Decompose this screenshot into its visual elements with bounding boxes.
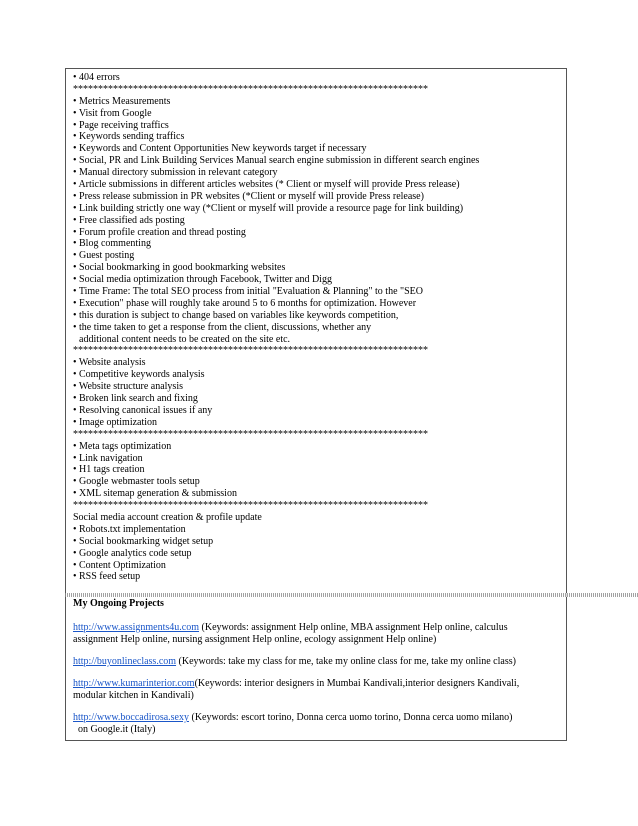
body-line: • Execution" phase will roughly take around 5 to 6 months for optimization. However bbox=[73, 297, 417, 309]
body-line: • XML sitemap generation & submission bbox=[73, 488, 237, 500]
body-line: • Link building strictly one way (*Client or myself will provide a resource page for link building) bbox=[73, 202, 464, 214]
project-entry bbox=[73, 656, 565, 668]
body-line: • Metrics Measurements bbox=[73, 95, 171, 107]
project-keywords: (Keywords: take my class for me, take my online class for me, take my online class) bbox=[176, 656, 516, 667]
project-keywords: (Keywords: escort torino, Donna cerca uomo torino, Donna cerca uomo milano) bbox=[189, 712, 513, 723]
body-line: • H1 tags creation bbox=[73, 464, 145, 476]
separator-line: *********************************************************************** bbox=[73, 345, 428, 357]
body-line: • the time taken to get a response from the client, discussions, whether any bbox=[73, 321, 372, 333]
project-entry bbox=[73, 622, 565, 646]
body-line: additional content needs to be created on the site etc. bbox=[79, 333, 291, 345]
project-keywords: (Keywords: interior designers in Mumbai Kandivali,interior designers Kandivali, bbox=[194, 678, 520, 689]
body-line: • Website structure analysis bbox=[73, 381, 183, 393]
project-link[interactable]: http://www.assignments4u.com bbox=[73, 622, 200, 633]
body-line: • Website analysis bbox=[73, 357, 146, 369]
body-line: • Social media optimization through Facebook, Twitter and Digg bbox=[73, 274, 332, 286]
body-line: • Resolving canonical issues if any bbox=[73, 404, 213, 416]
body-line: • Google analytics code setup bbox=[73, 547, 192, 559]
body-line: • RSS feed setup bbox=[73, 571, 141, 583]
body-line: • Social bookmarking widget setup bbox=[73, 535, 214, 547]
body-line: • Broken link search and fixing bbox=[73, 393, 198, 405]
project-keywords-continued: on Google.it (Italy) bbox=[78, 724, 156, 735]
body-line: • Visit from Google bbox=[73, 107, 152, 119]
section-separator bbox=[65, 593, 638, 597]
body-line: • Competitive keywords analysis bbox=[73, 369, 205, 381]
body-line: • Social, PR and Link Building Services Manual search engine submission in different search engines bbox=[73, 155, 480, 167]
project-keywords: (Keywords: assignment Help online, MBA assignment Help online, calculus bbox=[199, 622, 508, 633]
body-line: • Page receiving traffics bbox=[73, 119, 169, 131]
body-text bbox=[73, 72, 563, 583]
project-link[interactable]: http://www.kumarinterior.com bbox=[73, 678, 195, 689]
body-line: • Google webmaster tools setup bbox=[73, 476, 200, 488]
project-entry bbox=[73, 712, 565, 736]
projects-heading: My Ongoing Projects bbox=[73, 598, 164, 609]
body-line: • Time Frame: The total SEO process from initial "Evaluation & Planning" to the "SEO bbox=[73, 286, 423, 298]
body-line: • Blog commenting bbox=[73, 238, 151, 250]
body-line: • Robots.txt implementation bbox=[73, 523, 186, 535]
body-line: • Content Optimization bbox=[73, 559, 166, 571]
separator-line: *********************************************************************** bbox=[73, 500, 428, 512]
body-line: • Image optimization bbox=[73, 416, 158, 428]
body-line: • Social bookmarking in good bookmarking websites bbox=[73, 262, 286, 274]
body-line: • Free classified ads posting bbox=[73, 214, 185, 226]
project-keywords-continued: assignment Help online, nursing assignment Help online, ecology assignment Help online) bbox=[73, 634, 437, 645]
project-entry bbox=[73, 678, 565, 702]
body-line: • Manual directory submission in relevant category bbox=[73, 167, 278, 179]
project-keywords-continued: modular kitchen in Kandivali) bbox=[73, 690, 194, 701]
body-line: • Keywords sending traffics bbox=[73, 131, 185, 143]
project-link[interactable]: http://buyonlineclass.com bbox=[73, 656, 177, 667]
body-line: Social media account creation & profile update bbox=[73, 511, 262, 523]
separator-line: *********************************************************************** bbox=[73, 83, 428, 95]
ongoing-projects-section bbox=[73, 598, 565, 736]
project-link[interactable]: http://www.boccadirosa.sexy bbox=[73, 712, 189, 723]
body-line: • Guest posting bbox=[73, 250, 135, 262]
body-line: • Press release submission in PR websites (*Client or myself will provide Press release) bbox=[73, 190, 424, 202]
body-line: • 404 errors bbox=[73, 72, 120, 83]
separator-line: *********************************************************************** bbox=[73, 428, 428, 440]
body-line: • Meta tags optimization bbox=[73, 440, 172, 452]
body-line: • Forum profile creation and thread posting bbox=[73, 226, 246, 238]
body-line: • Article submissions in different articles websites (* Client or myself will provide Press release) bbox=[73, 179, 460, 191]
body-line: • Link navigation bbox=[73, 452, 143, 464]
body-line: • this duration is subject to change based on variables like keywords competition, bbox=[73, 309, 399, 321]
body-line: • Keywords and Content Opportunities New keywords target if necessary bbox=[73, 143, 367, 155]
